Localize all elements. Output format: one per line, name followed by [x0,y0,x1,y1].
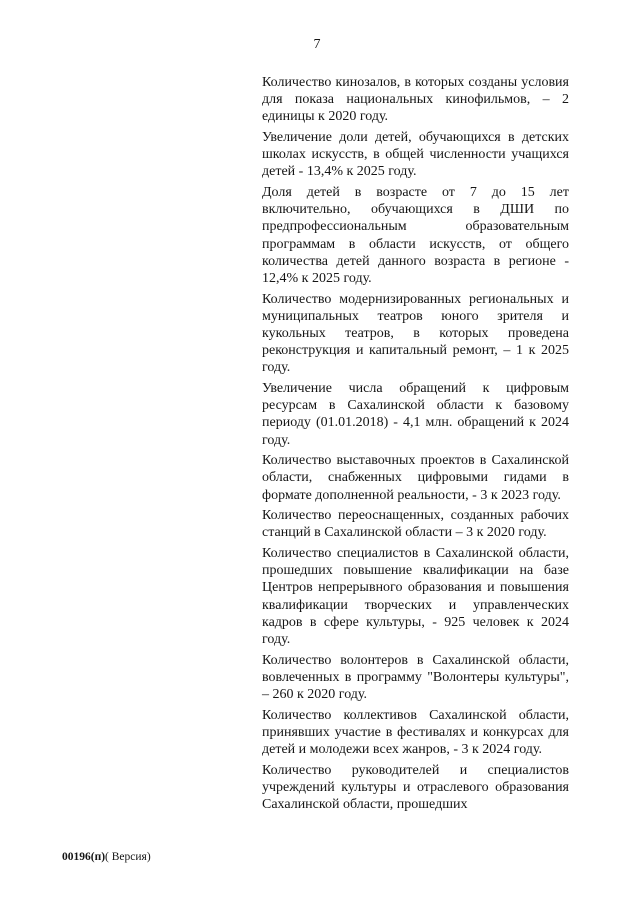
document-code: 00196(п) [62,851,106,863]
paragraph-cinema-halls: Количество кинозалов, в которых созданы условия для показа национальных кинофильмов, – 2 единицы к 2020 году. [262,75,569,125]
page-number: 7 [313,37,321,52]
paragraph-managers-training: Количество руководителей и специалистов учреждений культуры и отраслевого образования Сахалинской области, прошедших [262,762,569,813]
paragraph-preprofessional-programs: Доля детей в возрасте от 7 до 15 лет включительно, обучающихся в ДШИ по предпрофессиональным образовательным программам в области искусств, от общего количества детей данного возраста в регионе - 12,4% к 2025 году. [262,185,569,287]
paragraph-art-schools-share: Увеличение доли детей, обучающихся в детских школах искусств, в общей численности учащихся детей - 13,4% к 2025 году. [262,130,569,180]
paragraph-volunteers: Количество волонтеров в Сахалинской области, вовлеченных в программу "Волонтеры культуры", – 260 к 2020 году. [262,652,569,703]
paragraph-exhibition-projects: Количество выставочных проектов в Сахалинской области, снабженных цифровыми гидами в формате дополненной реальности, - 3 к 2023 году. [262,453,569,503]
document-version: ( Версия) [105,851,151,863]
paragraph-specialists-training: Количество специалистов в Сахалинской области, прошедших повышение квалификации на базе Центров непрерывного образования и повышения квалификации творческих и управленческих кадров в сфере культуры, - 925 человек к 2024 году. [262,546,569,648]
document-body [262,74,569,817]
footer [62,850,151,864]
paragraph-theatres-modernized: Количество модернизированных региональных и муниципальных театров юного зрителя и кукольных театров, в которых проведена реконструкция и капитальный ремонт, – 1 к 2025 году. [262,291,569,376]
paragraph-festivals: Количество коллективов Сахалинской области, принявших участие в фестивалях и конкурсах для детей и молодежи всех жанров, - 3 к 2024 году. [262,707,569,758]
paragraph-workstations: Количество переоснащенных, созданных рабочих станций в Сахалинской области – 3 к 2020 году. [262,508,569,541]
paragraph-digital-resources: Увеличение числа обращений к цифровым ресурсам в Сахалинской области к базовому периоду (01.01.2018) - 4,1 млн. обращений к 2024 году. [262,381,569,448]
